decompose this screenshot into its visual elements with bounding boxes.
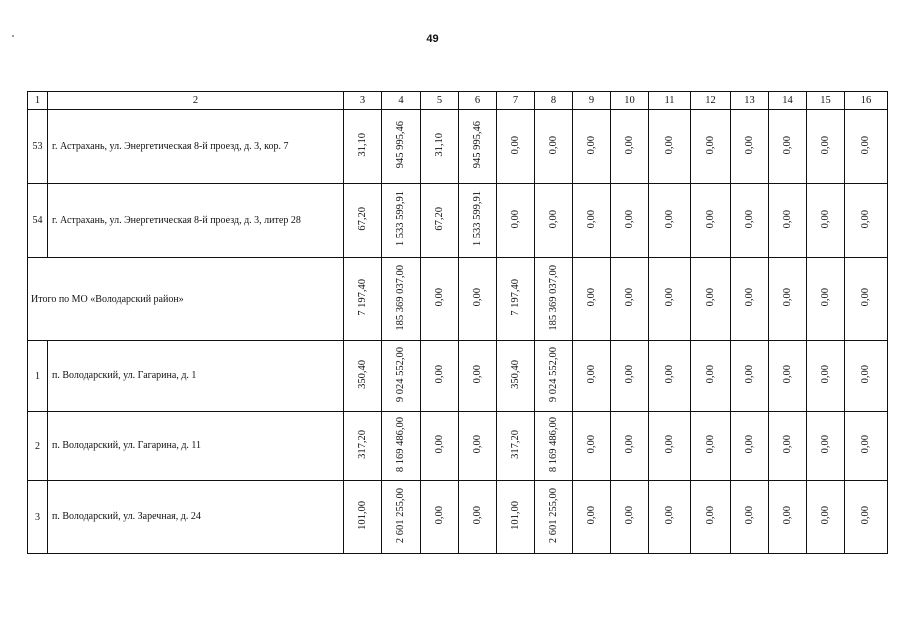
value-cell bbox=[845, 258, 888, 341]
table-row bbox=[28, 412, 888, 481]
value-text: 0,00 bbox=[743, 365, 755, 384]
column-header: 8 bbox=[535, 92, 573, 110]
value-text: 0,00 bbox=[433, 365, 445, 384]
value-cell bbox=[845, 412, 888, 481]
value-text: 0,00 bbox=[819, 209, 831, 229]
value-text: 0,00 bbox=[471, 435, 483, 454]
value-text: 31,10 bbox=[433, 133, 445, 157]
value-cell bbox=[497, 258, 535, 341]
value-cell bbox=[691, 412, 731, 481]
value-cell bbox=[649, 258, 691, 341]
value-text: 9 024 552,00 bbox=[395, 346, 406, 403]
table-row bbox=[28, 184, 888, 258]
value-text: 0,00 bbox=[585, 435, 597, 454]
value-cell bbox=[344, 412, 382, 481]
column-header: 10 bbox=[611, 92, 649, 110]
value-text: 0,00 bbox=[743, 506, 755, 525]
value-cell bbox=[421, 184, 459, 258]
value-text: 1 533 599,91 bbox=[395, 191, 406, 247]
value-text: 0,00 bbox=[471, 506, 483, 525]
value-cell bbox=[535, 110, 573, 184]
row-number: 1 bbox=[28, 341, 48, 412]
value-cell bbox=[382, 184, 421, 258]
value-cell bbox=[769, 258, 807, 341]
value-cell bbox=[382, 110, 421, 184]
value-cell bbox=[649, 412, 691, 481]
value-text: 0,00 bbox=[819, 435, 831, 454]
value-text: 8 169 486,00 bbox=[395, 416, 406, 473]
value-cell bbox=[382, 258, 421, 341]
row-number: 54 bbox=[28, 184, 48, 258]
value-text: 101,00 bbox=[509, 501, 521, 530]
value-cell bbox=[769, 412, 807, 481]
value-text: 0,00 bbox=[663, 435, 675, 454]
value-cell bbox=[845, 341, 888, 412]
value-cell bbox=[421, 110, 459, 184]
table-row bbox=[28, 110, 888, 184]
value-text: 0,00 bbox=[433, 506, 445, 525]
value-cell bbox=[535, 341, 573, 412]
value-cell bbox=[807, 341, 845, 412]
table-row bbox=[28, 481, 888, 554]
value-cell bbox=[459, 184, 497, 258]
value-text: 0,00 bbox=[781, 435, 793, 454]
column-header: 9 bbox=[573, 92, 611, 110]
value-text: 317,20 bbox=[356, 430, 368, 459]
address-cell: п. Володарский, ул. Гагарина, д. 1 bbox=[48, 341, 344, 412]
value-text: 1 533 599,91 bbox=[471, 191, 483, 247]
row-number: 53 bbox=[28, 110, 48, 184]
value-cell bbox=[649, 341, 691, 412]
column-header: 15 bbox=[807, 92, 845, 110]
column-header: 6 bbox=[459, 92, 497, 110]
value-text: 0,00 bbox=[623, 288, 635, 307]
column-header: 4 bbox=[382, 92, 421, 110]
value-text: 0,00 bbox=[547, 135, 559, 155]
value-text: 0,00 bbox=[547, 209, 559, 229]
value-text: 0,00 bbox=[781, 209, 793, 229]
value-cell bbox=[382, 341, 421, 412]
value-cell bbox=[807, 258, 845, 341]
value-cell bbox=[649, 184, 691, 258]
value-text: 945 995,46 bbox=[471, 121, 483, 169]
header-row bbox=[28, 92, 888, 110]
total-label: Итого по МО «Володарский район» bbox=[28, 258, 344, 341]
value-text: 9 024 552,00 bbox=[547, 346, 559, 403]
value-cell bbox=[382, 412, 421, 481]
value-text: 0,00 bbox=[819, 506, 831, 525]
value-cell bbox=[807, 481, 845, 554]
value-text: 8 169 486,00 bbox=[547, 416, 559, 473]
value-text: 0,00 bbox=[509, 135, 521, 155]
value-text: 0,00 bbox=[743, 435, 755, 454]
value-text: 0,00 bbox=[704, 135, 716, 155]
value-text: 67,20 bbox=[433, 207, 445, 231]
value-text: 0,00 bbox=[819, 288, 831, 307]
value-cell bbox=[421, 481, 459, 554]
value-cell bbox=[344, 481, 382, 554]
page-number: 49 bbox=[426, 33, 439, 45]
value-text: 67,20 bbox=[356, 207, 368, 231]
total-row bbox=[28, 258, 888, 341]
column-header: 14 bbox=[769, 92, 807, 110]
value-text: 185 369 037,00 bbox=[547, 264, 559, 331]
column-header: 12 bbox=[691, 92, 731, 110]
value-cell bbox=[845, 481, 888, 554]
value-text: 0,00 bbox=[704, 506, 716, 525]
value-text: 0,00 bbox=[509, 209, 521, 229]
value-cell bbox=[691, 110, 731, 184]
value-cell bbox=[769, 110, 807, 184]
value-text: 0,00 bbox=[860, 506, 871, 525]
value-cell bbox=[344, 341, 382, 412]
value-text: 945 995,46 bbox=[395, 121, 406, 169]
value-text: 0,00 bbox=[663, 288, 675, 307]
value-cell bbox=[535, 184, 573, 258]
value-text: 0,00 bbox=[585, 209, 597, 229]
value-text: 0,00 bbox=[743, 288, 755, 307]
value-text: 0,00 bbox=[623, 435, 635, 454]
value-text: 0,00 bbox=[623, 506, 635, 525]
value-cell bbox=[731, 184, 769, 258]
address-cell: г. Астрахань, ул. Энергетическая 8-й проезд, д. 3, кор. 7 bbox=[48, 110, 344, 184]
value-text: 0,00 bbox=[860, 135, 871, 155]
address-cell: п. Володарский, ул. Заречная, д. 24 bbox=[48, 481, 344, 554]
value-text: 0,00 bbox=[704, 365, 716, 384]
value-cell bbox=[535, 258, 573, 341]
value-cell bbox=[382, 481, 421, 554]
value-cell bbox=[497, 412, 535, 481]
value-cell bbox=[344, 258, 382, 341]
value-cell bbox=[691, 184, 731, 258]
value-cell bbox=[611, 481, 649, 554]
value-text: 0,00 bbox=[860, 435, 871, 454]
value-text: 0,00 bbox=[433, 435, 445, 454]
value-cell bbox=[459, 481, 497, 554]
value-text: 0,00 bbox=[819, 365, 831, 384]
table-row bbox=[28, 341, 888, 412]
value-text: 0,00 bbox=[623, 365, 635, 384]
value-text: 185 369 037,00 bbox=[395, 264, 406, 331]
value-cell bbox=[649, 110, 691, 184]
value-text: 0,00 bbox=[663, 365, 675, 384]
value-cell bbox=[731, 481, 769, 554]
value-cell bbox=[421, 258, 459, 341]
value-cell bbox=[535, 412, 573, 481]
value-text: 0,00 bbox=[585, 365, 597, 384]
value-cell bbox=[845, 184, 888, 258]
value-text: 0,00 bbox=[704, 209, 716, 229]
value-text: 0,00 bbox=[585, 506, 597, 525]
value-text: 0,00 bbox=[743, 135, 755, 155]
value-cell bbox=[344, 184, 382, 258]
value-text: 0,00 bbox=[585, 135, 597, 155]
value-cell bbox=[573, 481, 611, 554]
value-text: 101,00 bbox=[356, 501, 368, 530]
column-header: 11 bbox=[649, 92, 691, 110]
value-cell bbox=[535, 481, 573, 554]
value-cell bbox=[807, 184, 845, 258]
value-text: 0,00 bbox=[623, 135, 635, 155]
row-number: 3 bbox=[28, 481, 48, 554]
value-cell bbox=[807, 110, 845, 184]
value-text: 0,00 bbox=[781, 506, 793, 525]
value-cell bbox=[845, 110, 888, 184]
column-header: 16 bbox=[845, 92, 888, 110]
value-cell bbox=[459, 110, 497, 184]
address-cell: п. Володарский, ул. Гагарина, д. 11 bbox=[48, 412, 344, 481]
value-cell bbox=[497, 110, 535, 184]
value-text: 0,00 bbox=[819, 135, 831, 155]
value-cell bbox=[611, 184, 649, 258]
value-cell bbox=[611, 110, 649, 184]
value-cell bbox=[731, 341, 769, 412]
column-header: 2 bbox=[48, 92, 344, 110]
value-text: 2 601 255,00 bbox=[547, 487, 559, 544]
value-text: 317,20 bbox=[509, 430, 521, 459]
value-cell bbox=[769, 341, 807, 412]
value-text: 31,10 bbox=[356, 133, 368, 157]
value-cell bbox=[459, 412, 497, 481]
value-text: 7 197,40 bbox=[509, 279, 521, 316]
column-header: 1 bbox=[28, 92, 48, 110]
value-text: 0,00 bbox=[471, 288, 483, 307]
value-text: 2 601 255,00 bbox=[395, 487, 406, 544]
value-text: 0,00 bbox=[743, 209, 755, 229]
value-text: 0,00 bbox=[471, 365, 483, 384]
value-cell bbox=[573, 184, 611, 258]
value-cell bbox=[807, 412, 845, 481]
value-text: 0,00 bbox=[623, 209, 635, 229]
value-text: 0,00 bbox=[433, 288, 445, 307]
value-cell bbox=[611, 341, 649, 412]
value-cell bbox=[573, 258, 611, 341]
value-text: 0,00 bbox=[663, 135, 675, 155]
value-text: 0,00 bbox=[704, 288, 716, 307]
value-text: 0,00 bbox=[860, 209, 871, 229]
row-number: 2 bbox=[28, 412, 48, 481]
value-text: 0,00 bbox=[585, 288, 597, 307]
value-cell bbox=[573, 110, 611, 184]
value-cell bbox=[611, 412, 649, 481]
scan-speck bbox=[12, 35, 14, 37]
value-cell bbox=[459, 258, 497, 341]
value-cell bbox=[731, 110, 769, 184]
column-header: 5 bbox=[421, 92, 459, 110]
value-cell bbox=[611, 258, 649, 341]
value-cell bbox=[691, 341, 731, 412]
column-header: 3 bbox=[344, 92, 382, 110]
value-cell bbox=[421, 341, 459, 412]
value-cell bbox=[731, 258, 769, 341]
value-text: 350,40 bbox=[356, 360, 368, 389]
value-cell bbox=[691, 258, 731, 341]
value-cell bbox=[497, 184, 535, 258]
value-text: 0,00 bbox=[860, 365, 871, 384]
address-cell: г. Астрахань, ул. Энергетическая 8-й проезд, д. 3, литер 28 bbox=[48, 184, 344, 258]
value-text: 0,00 bbox=[781, 288, 793, 307]
value-cell bbox=[344, 110, 382, 184]
value-text: 350,40 bbox=[509, 360, 521, 389]
value-text: 7 197,40 bbox=[356, 279, 368, 316]
value-text: 0,00 bbox=[663, 209, 675, 229]
value-text: 0,00 bbox=[781, 135, 793, 155]
value-cell bbox=[769, 184, 807, 258]
value-text: 0,00 bbox=[781, 365, 793, 384]
value-text: 0,00 bbox=[663, 506, 675, 525]
value-cell bbox=[573, 341, 611, 412]
value-cell bbox=[573, 412, 611, 481]
value-cell bbox=[691, 481, 731, 554]
column-header: 7 bbox=[497, 92, 535, 110]
value-cell bbox=[421, 412, 459, 481]
value-cell bbox=[649, 481, 691, 554]
value-cell bbox=[497, 481, 535, 554]
value-text: 0,00 bbox=[860, 288, 871, 307]
value-cell bbox=[459, 341, 497, 412]
column-header: 13 bbox=[731, 92, 769, 110]
data-table bbox=[27, 91, 888, 554]
value-text: 0,00 bbox=[704, 435, 716, 454]
value-cell bbox=[497, 341, 535, 412]
value-cell bbox=[769, 481, 807, 554]
value-cell bbox=[731, 412, 769, 481]
